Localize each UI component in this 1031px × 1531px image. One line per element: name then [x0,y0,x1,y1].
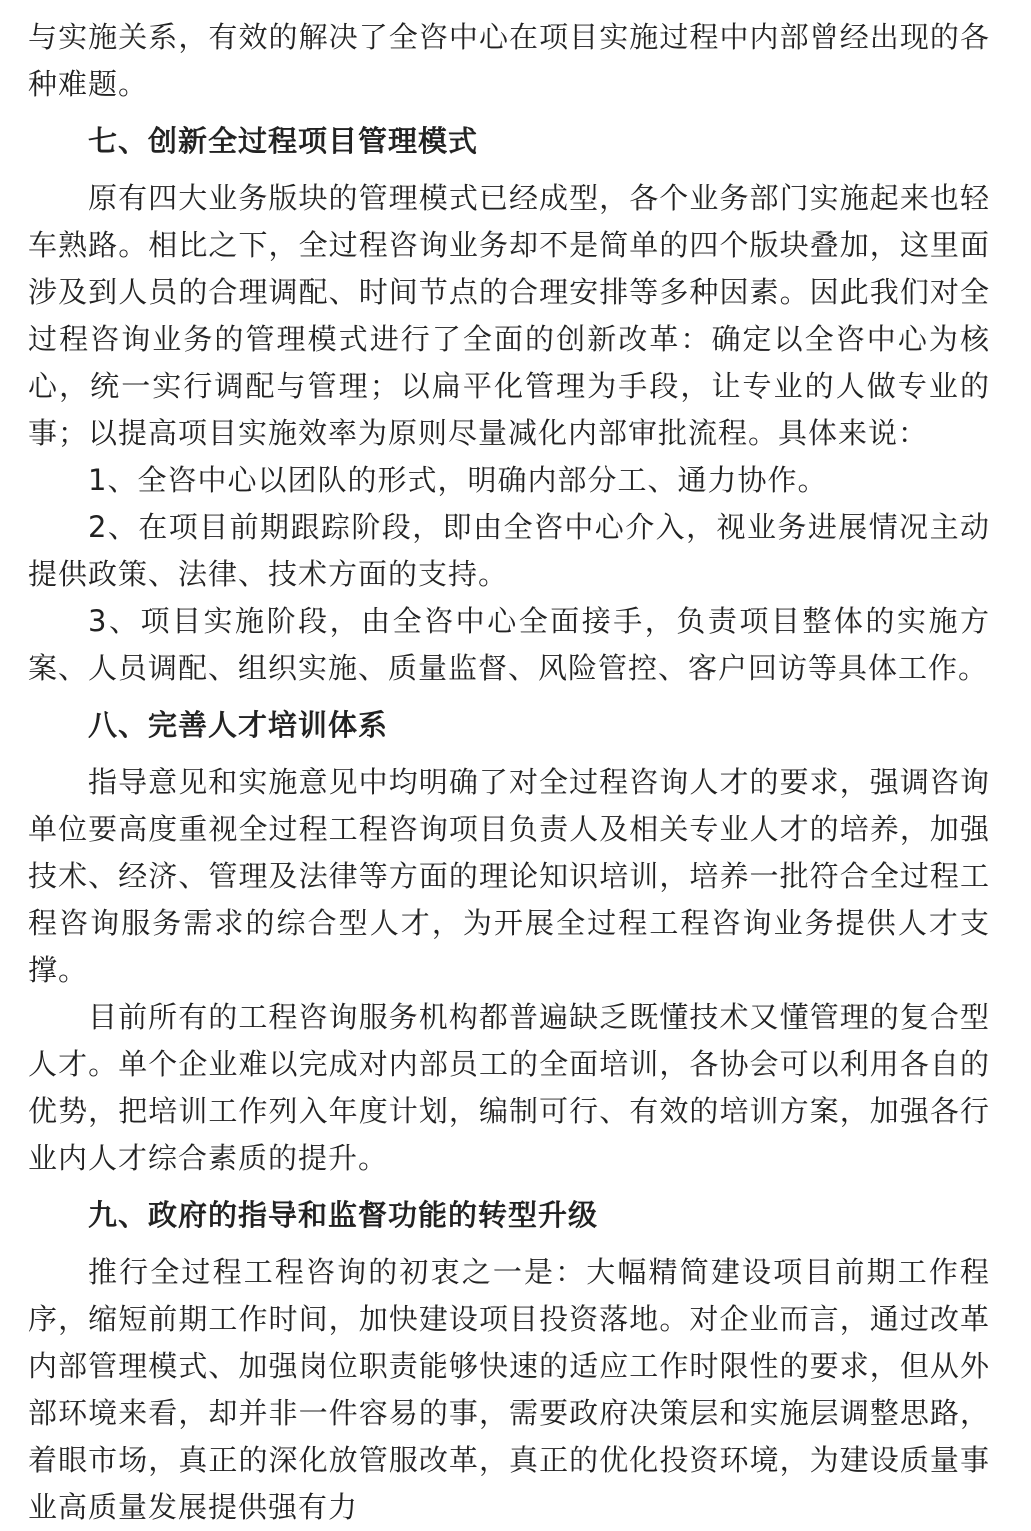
section-7-paragraph-1: 原有四大业务版块的管理模式已经成型，各个业务部门实施起来也轻车熟路。相比之下，全过程咨询业务却不是简单的四个版块叠加，这里面涉及到人员的合理调配、时间节点的合理安排等多种因素。因此我们对全过程咨询业务的管理模式进行了全面的创新改革：确定以全咨中心为核心，统一实行调配与管理；以扁平化管理为手段，让专业的人做专业的事；以提高项目实施效率为原则尽量减化内部审批流程。具体来说： [28,181,990,450]
section-9-paragraph-1: 推行全过程工程咨询的初衷之一是：大幅精简建设项目前期工作程序，缩短前期工作时间，加快建设项目投资落地。对企业而言，通过改革内部管理模式、加强岗位职责能够快速的适应工作时限性的要求，但从外部环境来看，却并非一件容易的事，需要政府决策层和实施层调整思路，着眼市场，真正的深化放管服改革，真正的优化投资环境，为建设质量事业高质量发展提供强有力 [28,1255,990,1524]
section-7-item-3: 3、项目实施阶段，由全咨中心全面接手，负责项目整体的实施方案、人员调配、组织实施、质量监督、风险管控、客户回访等具体工作。 [28,604,990,685]
section-8-paragraph-1: 指导意见和实施意见中均明确了对全过程咨询人才的要求，强调咨询单位要高度重视全过程工程咨询项目负责人及相关专业人才的培养，加强技术、经济、管理及法律等方面的理论知识培训，培养一批符合全过程工程咨询服务需求的综合型人才，为开展全过程工程咨询业务提供人才支撑。 [28,765,990,987]
intro-tail-paragraph: 与实施关系，有效的解决了全咨中心在项目实施过程中内部曾经出现的各种难题。 [28,20,990,101]
section-7-heading: 七、创新全过程项目管理模式 [88,124,479,158]
section-8-heading: 八、完善人才培训体系 [88,708,389,742]
section-7-item-2: 2、在项目前期跟踪阶段，即由全咨中心介入，视业务进展情况主动提供政策、法律、技术方面的支持。 [28,510,990,591]
section-8-paragraph-2: 目前所有的工程咨询服务机构都普遍缺乏既懂技术又懂管理的复合型人才。单个企业难以完成对内部员工的全面培训，各协会可以利用各自的优势，把培训工作列入年度计划，编制可行、有效的培训方案，加强各行业内人才综合素质的提升。 [28,1000,990,1175]
section-7-item-1: 1、全咨中心以团队的形式，明确内部分工、通力协作。 [88,463,828,497]
document-page [28,14,990,1531]
section-9-heading: 九、政府的指导和监督功能的转型升级 [88,1198,599,1232]
